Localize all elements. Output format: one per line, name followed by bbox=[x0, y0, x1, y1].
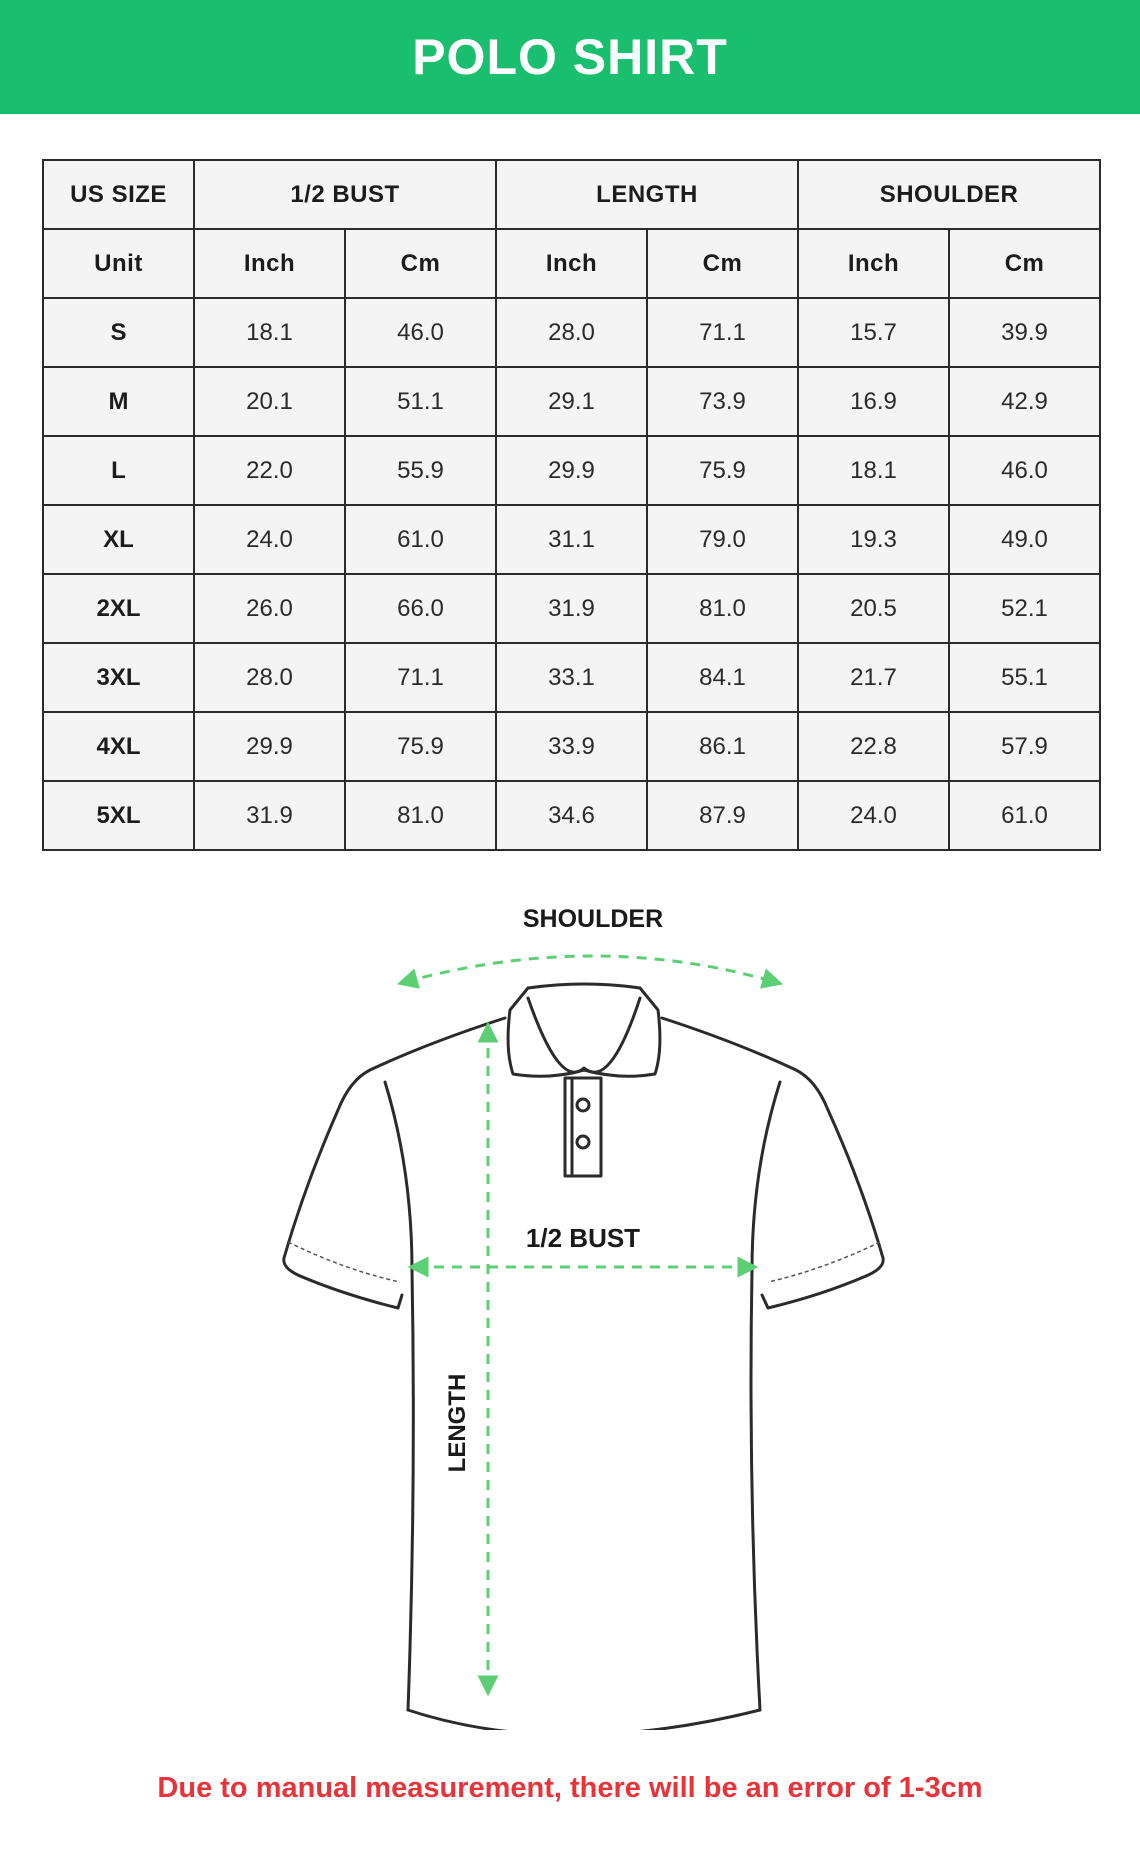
cell-shoulder-cm: 61.0 bbox=[949, 781, 1100, 850]
table-header-row bbox=[43, 160, 1100, 229]
page-title: POLO SHIRT bbox=[412, 29, 728, 85]
cell-shoulder-inch: 19.3 bbox=[798, 505, 949, 574]
cell-length-inch: 31.9 bbox=[496, 574, 647, 643]
polo-shirt-outline-icon bbox=[0, 890, 1140, 1730]
cell-shoulder-inch: 15.7 bbox=[798, 298, 949, 367]
cell-length-cm: 81.0 bbox=[647, 574, 798, 643]
measurement-disclaimer: Due to manual measurement, there will be an error of 1-3cm bbox=[157, 1772, 983, 1804]
cell-shoulder-cm: 42.9 bbox=[949, 367, 1100, 436]
shirt-body bbox=[284, 984, 883, 1730]
cell-bust-inch: 20.1 bbox=[194, 367, 345, 436]
cell-length-cm: 84.1 bbox=[647, 643, 798, 712]
table-row bbox=[43, 712, 1100, 781]
cell-shoulder-cm: 57.9 bbox=[949, 712, 1100, 781]
cell-bust-inch: 26.0 bbox=[194, 574, 345, 643]
table-row bbox=[43, 436, 1100, 505]
cell-size: M bbox=[43, 367, 194, 436]
title-banner bbox=[0, 0, 1140, 114]
length-label: LENGTH bbox=[444, 1373, 471, 1473]
cell-bust-inch: 28.0 bbox=[194, 643, 345, 712]
cell-bust-inch: 18.1 bbox=[194, 298, 345, 367]
cell-bust-cm: 71.1 bbox=[345, 643, 496, 712]
unit-shoulder-cm: Cm bbox=[949, 229, 1100, 298]
cell-bust-cm: 46.0 bbox=[345, 298, 496, 367]
header-us-size: US SIZE bbox=[43, 160, 194, 229]
table-row bbox=[43, 505, 1100, 574]
shoulder-label: SHOULDER bbox=[522, 905, 664, 933]
table-row bbox=[43, 298, 1100, 367]
cell-length-cm: 79.0 bbox=[647, 505, 798, 574]
measurement-arrows bbox=[405, 956, 775, 1688]
cell-bust-inch: 24.0 bbox=[194, 505, 345, 574]
cell-length-inch: 33.9 bbox=[496, 712, 647, 781]
header-shoulder: SHOULDER bbox=[798, 160, 1100, 229]
cell-shoulder-cm: 39.9 bbox=[949, 298, 1100, 367]
cell-bust-cm: 66.0 bbox=[345, 574, 496, 643]
cell-length-cm: 75.9 bbox=[647, 436, 798, 505]
cell-shoulder-cm: 52.1 bbox=[949, 574, 1100, 643]
size-chart-table bbox=[42, 159, 1101, 851]
table-row bbox=[43, 781, 1100, 850]
cell-length-cm: 71.1 bbox=[647, 298, 798, 367]
unit-bust-cm: Cm bbox=[345, 229, 496, 298]
cell-shoulder-inch: 24.0 bbox=[798, 781, 949, 850]
cell-shoulder-inch: 20.5 bbox=[798, 574, 949, 643]
cell-length-inch: 33.1 bbox=[496, 643, 647, 712]
cell-shoulder-cm: 46.0 bbox=[949, 436, 1100, 505]
cell-length-cm: 87.9 bbox=[647, 781, 798, 850]
header-bust: 1/2 BUST bbox=[194, 160, 496, 229]
cell-bust-cm: 61.0 bbox=[345, 505, 496, 574]
cell-bust-inch: 29.9 bbox=[194, 712, 345, 781]
unit-shoulder-inch: Inch bbox=[798, 229, 949, 298]
cell-bust-cm: 75.9 bbox=[345, 712, 496, 781]
cell-shoulder-inch: 18.1 bbox=[798, 436, 949, 505]
table-unit-row bbox=[43, 229, 1100, 298]
cell-shoulder-cm: 55.1 bbox=[949, 643, 1100, 712]
cell-length-inch: 28.0 bbox=[496, 298, 647, 367]
cell-length-cm: 73.9 bbox=[647, 367, 798, 436]
cell-size: S bbox=[43, 298, 194, 367]
cell-size: 5XL bbox=[43, 781, 194, 850]
cell-bust-cm: 55.9 bbox=[345, 436, 496, 505]
cell-bust-inch: 31.9 bbox=[194, 781, 345, 850]
table-row bbox=[43, 574, 1100, 643]
unit-length-cm: Cm bbox=[647, 229, 798, 298]
cell-shoulder-inch: 22.8 bbox=[798, 712, 949, 781]
table-row bbox=[43, 367, 1100, 436]
cell-length-inch: 31.1 bbox=[496, 505, 647, 574]
cell-length-inch: 34.6 bbox=[496, 781, 647, 850]
cell-shoulder-inch: 16.9 bbox=[798, 367, 949, 436]
table-row bbox=[43, 643, 1100, 712]
cell-size: 4XL bbox=[43, 712, 194, 781]
cell-shoulder-inch: 21.7 bbox=[798, 643, 949, 712]
cell-bust-cm: 81.0 bbox=[345, 781, 496, 850]
shoulder-arrow bbox=[405, 956, 775, 982]
unit-bust-inch: Inch bbox=[194, 229, 345, 298]
cell-size: XL bbox=[43, 505, 194, 574]
unit-length-inch: Inch bbox=[496, 229, 647, 298]
cell-length-cm: 86.1 bbox=[647, 712, 798, 781]
cell-shoulder-cm: 49.0 bbox=[949, 505, 1100, 574]
cell-bust-cm: 51.1 bbox=[345, 367, 496, 436]
bust-label: 1/2 BUST bbox=[525, 1223, 641, 1253]
cell-bust-inch: 22.0 bbox=[194, 436, 345, 505]
cell-size: 2XL bbox=[43, 574, 194, 643]
measurement-diagram bbox=[0, 890, 1140, 1730]
cell-size: L bbox=[43, 436, 194, 505]
cell-size: 3XL bbox=[43, 643, 194, 712]
cell-length-inch: 29.9 bbox=[496, 436, 647, 505]
unit-label: Unit bbox=[43, 229, 194, 298]
header-length: LENGTH bbox=[496, 160, 798, 229]
cell-length-inch: 29.1 bbox=[496, 367, 647, 436]
